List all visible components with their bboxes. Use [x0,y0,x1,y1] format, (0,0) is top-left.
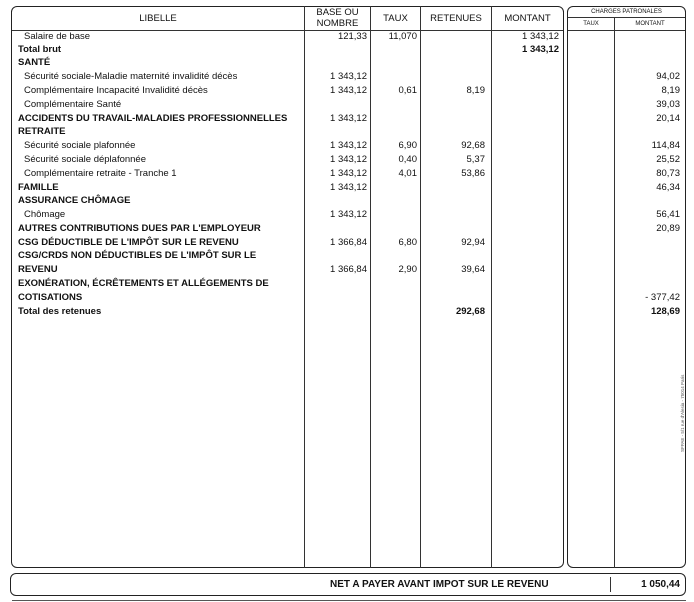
row-retenues: 8,19 [466,85,485,96]
header-patronal-montant: MONTANT [635,21,665,27]
row-taux: 11,070 [388,31,417,42]
table-row [0,305,694,319]
header-separator [568,17,685,18]
row-base: 1 366,84 [330,264,367,275]
net-to-pay-value: 1 050,44 [641,579,680,590]
row-patronal-montant: - 377,42 [645,292,680,303]
row-label: Complémentaire Santé [24,99,122,110]
table-row [0,112,694,126]
header-charges-patronales: CHARGES PATRONALES [591,9,662,15]
table-row [0,153,694,167]
header-base-line1: BASE OU [316,7,359,18]
row-label: CSG DÉDUCTIBLE DE L'IMPÔT SUR LE REVENU [18,237,239,248]
row-label: FAMILLE [18,182,59,193]
row-label: AUTRES CONTRIBUTIONS DUES PAR L'EMPLOYEUR [18,223,261,234]
row-label: Salaire de base [24,31,91,42]
table-row [0,139,694,153]
row-label: EXONÉRATION, ÉCRÊTEMENTS ET ALLÉGEMENTS DE [18,278,269,289]
table-row [0,194,694,208]
header-retenues: RETENUES [430,13,482,24]
row-retenues: 92,68 [461,140,485,151]
row-base: 1 366,84 [330,237,367,248]
row-label: REVENU [18,264,58,275]
row-base: 1 343,12 [330,168,367,179]
table-row [0,98,694,112]
row-patronal-montant: 8,19 [661,85,680,96]
row-base: 1 343,12 [330,113,367,124]
row-patronal-montant: 20,14 [656,113,680,124]
header-taux: TAUX [383,13,408,24]
row-patronal-montant: 56,41 [656,209,680,220]
header-base [305,7,370,29]
row-label: SANTÉ [18,57,51,68]
row-taux: 6,90 [398,140,417,151]
table-row [0,84,694,98]
row-taux: 4,01 [398,168,417,179]
row-label: COTISATIONS [18,292,83,303]
row-label: Sécurité sociale plafonnée [24,140,136,151]
row-label: RETRAITE [18,126,66,137]
row-label: Total brut [18,44,62,55]
row-base: 1 343,12 [330,154,367,165]
row-label: ACCIDENTS DU TRAVAIL-MALADIES PROFESSIONNELLES [18,113,288,124]
table-row [0,222,694,236]
row-retenues: 39,64 [461,264,485,275]
row-label: Chômage [24,209,66,220]
row-patronal-montant: 94,02 [656,71,680,82]
net-to-pay-label: NET A PAYER AVANT IMPOT SUR LE REVENU [330,579,549,590]
table-row [0,236,694,250]
table-row [0,277,694,291]
table-row [0,30,694,44]
row-base: 1 343,12 [330,182,367,193]
row-base: 121,33 [337,31,367,42]
row-patronal-montant: 80,73 [656,168,680,179]
bottom-rule [12,600,686,601]
table-row [0,263,694,277]
row-label: Complémentaire retraite - Tranche 1 [24,168,177,179]
table-row [0,167,694,181]
row-label: Complémentaire Incapacité Invalidité décès [24,85,208,96]
table-row [0,70,694,84]
table-row [0,291,694,305]
row-retenues: 92,94 [461,237,485,248]
table-row [0,181,694,195]
row-base: 1 343,12 [330,209,367,220]
table-row [0,56,694,70]
header-montant: MONTANT [504,13,551,24]
row-retenues: 5,37 [466,154,485,165]
net-divider [610,577,611,592]
row-montant: 1 343,12 [522,44,559,55]
row-patronal-montant: 39,03 [656,99,680,110]
row-patronal-montant: 114,84 [651,140,680,151]
table-row [0,125,694,139]
row-label: Sécurité sociale-Maladie maternité invalidité décès [24,71,238,82]
row-patronal-montant: 46,34 [656,182,680,193]
row-montant: 1 343,12 [522,31,559,42]
row-label: Total des retenues [18,306,102,317]
table-row [0,249,694,263]
row-base: 1 343,12 [330,85,367,96]
row-patronal-montant: 128,69 [650,306,680,317]
table-row [0,43,694,57]
row-patronal-montant: 25,52 [656,154,680,165]
header-base-line2: NOMBRE [316,18,359,29]
row-base: 1 343,12 [330,140,367,151]
row-taux: 0,61 [398,85,417,96]
header-libelle: LIBELLE [139,13,177,24]
row-patronal-montant: 20,89 [656,223,680,234]
row-label: Sécurité sociale déplafonnée [24,154,147,165]
row-label: ASSURANCE CHÔMAGE [18,195,131,206]
table-row [0,208,694,222]
row-taux: 0,40 [398,154,417,165]
header-patronal-taux: TAUX [583,21,599,27]
row-taux: 2,90 [398,264,417,275]
row-label: CSG/CRDS NON DÉDUCTIBLES DE L'IMPÔT SUR LE [18,250,257,261]
row-retenues: 53,86 [461,168,485,179]
publisher-side-text: SFPAE - 5/1 rue d'Alesia - 75014 Paris [680,374,685,452]
row-retenues: 292,68 [455,306,485,317]
row-taux: 6,80 [398,237,417,248]
row-base: 1 343,12 [330,71,367,82]
